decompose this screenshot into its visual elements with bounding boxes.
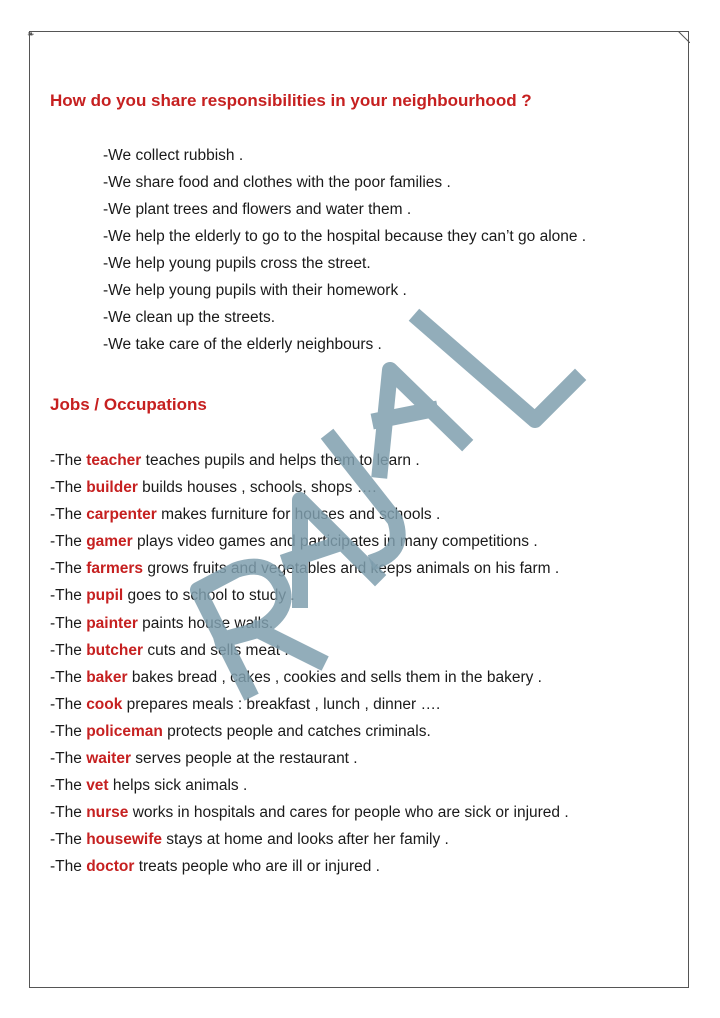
job-word: nurse	[86, 804, 129, 822]
job-description: teaches pupils and helps them to learn .	[141, 452, 420, 469]
job-description: bakes bread , cakes , cookies and sells them in the bakery .	[127, 668, 542, 686]
list-item: -We help young pupils cross the street.	[103, 255, 371, 272]
bullet-ornament: ❧	[27, 29, 35, 39]
job-word: carpenter	[86, 506, 157, 524]
section-title-jobs: Jobs / Occupations	[50, 395, 207, 414]
job-prefix: -The	[50, 750, 87, 768]
job-prefix: -The	[50, 804, 87, 822]
list-item: -We take care of the elderly neighbours .	[103, 336, 382, 353]
job-item	[50, 722, 569, 749]
jobs-list	[50, 451, 569, 885]
job-prefix: -The	[50, 777, 87, 795]
job-word: builder	[86, 479, 138, 497]
job-word: policeman	[86, 722, 163, 740]
job-description: protects people and catches criminals.	[162, 722, 431, 740]
job-description: prepares meals : breakfast , lunch , dinner ….	[122, 695, 441, 713]
job-description: goes to school to study .	[123, 587, 295, 605]
job-word: teacher	[86, 452, 142, 469]
job-description: plays video games and participates in many competitions .	[132, 533, 538, 551]
job-item	[50, 749, 569, 776]
job-prefix: -The	[50, 614, 87, 632]
job-prefix: -The	[50, 533, 87, 551]
job-prefix: -The	[50, 722, 87, 740]
section-title-responsibilities: How do you share responsibilities in your neighbourhood ?	[50, 91, 532, 110]
job-item	[50, 559, 569, 586]
job-word: baker	[86, 668, 128, 686]
job-prefix: -The	[50, 641, 87, 659]
job-word: pupil	[86, 587, 124, 605]
list-item: -We share food and clothes with the poor families .	[103, 174, 451, 191]
job-word: farmers	[86, 560, 144, 578]
job-description: helps sick animals .	[108, 777, 248, 795]
job-item	[50, 586, 569, 613]
job-prefix: -The	[50, 479, 87, 497]
job-item	[50, 857, 569, 884]
job-word: butcher	[86, 641, 144, 659]
job-word: painter	[86, 614, 138, 632]
job-description: cuts and sells meat .	[143, 641, 289, 659]
job-prefix: -The	[50, 858, 87, 876]
job-word: gamer	[86, 533, 133, 551]
list-item: -We help young pupils with their homework .	[103, 282, 407, 299]
job-item	[50, 505, 569, 532]
job-description: makes furniture for houses and schools .	[156, 506, 441, 524]
job-description: stays at home and looks after her family .	[161, 831, 449, 849]
job-item	[50, 478, 569, 505]
job-item	[50, 532, 569, 559]
page-corner-fold-icon	[678, 31, 690, 43]
job-prefix: -The	[50, 506, 87, 524]
job-prefix: -The	[50, 452, 87, 469]
job-description: treats people who are ill or injured .	[134, 858, 380, 876]
job-word: cook	[86, 695, 123, 713]
list-item: -We collect rubbish .	[103, 147, 244, 164]
job-item	[50, 614, 569, 641]
job-item	[50, 451, 569, 478]
job-description: builds houses , schools, shops ….	[137, 479, 377, 497]
job-item	[50, 695, 569, 722]
list-item: -We help the elderly to go to the hospital because they can’t go alone .	[103, 228, 587, 245]
job-word: waiter	[86, 750, 131, 768]
job-prefix: -The	[50, 831, 87, 849]
job-word: housewife	[86, 831, 162, 849]
job-prefix: -The	[50, 695, 87, 713]
list-item: -We clean up the streets.	[103, 309, 276, 326]
job-item	[50, 668, 569, 695]
job-word: doctor	[86, 858, 135, 876]
job-description: paints house walls.	[137, 614, 274, 632]
job-item	[50, 803, 569, 830]
job-prefix: -The	[50, 668, 87, 686]
job-description: grows fruits and vegetables and keeps animals on his farm .	[143, 560, 560, 578]
job-item	[50, 776, 569, 803]
list-item: -We plant trees and flowers and water them .	[103, 201, 412, 218]
job-description: works in hospitals and cares for people who are sick or injured .	[128, 804, 569, 822]
job-description: serves people at the restaurant .	[131, 750, 358, 768]
job-item	[50, 641, 569, 668]
job-prefix: -The	[50, 587, 87, 605]
responsibilities-list	[103, 146, 586, 362]
job-prefix: -The	[50, 560, 87, 578]
job-word: vet	[86, 777, 109, 795]
job-item	[50, 830, 569, 857]
